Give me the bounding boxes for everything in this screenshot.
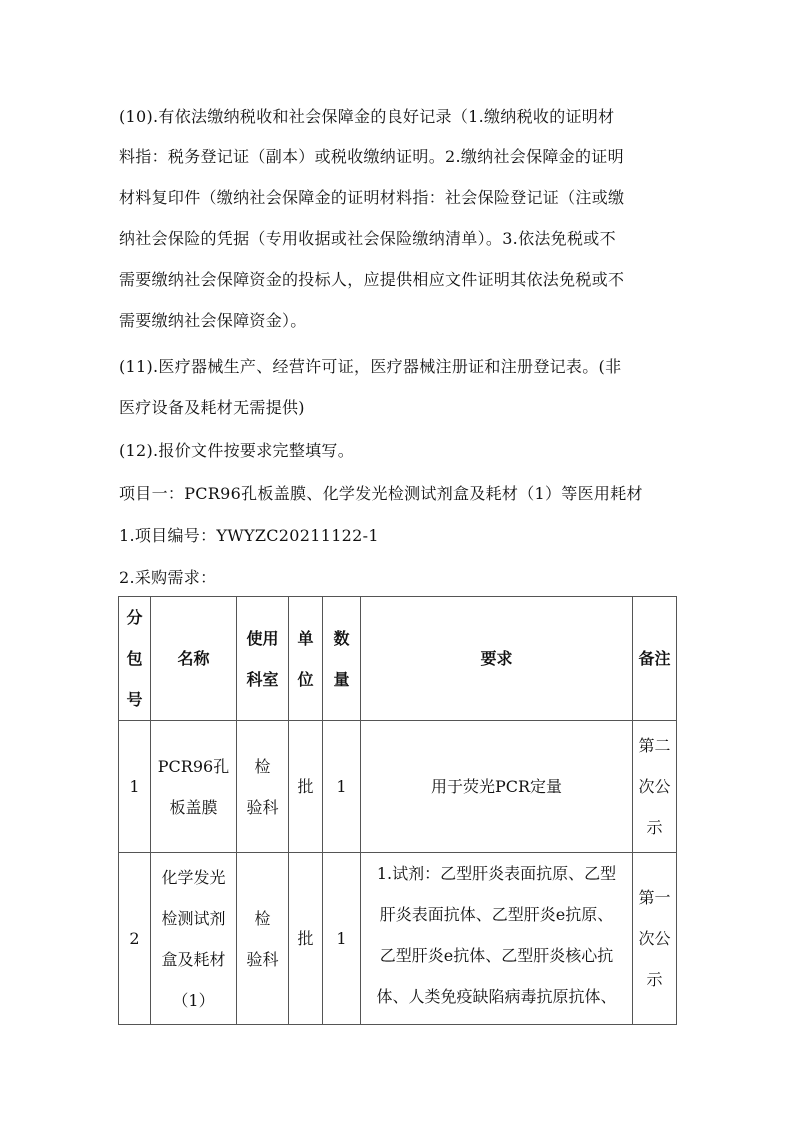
header-note: 备注 [633,597,677,721]
paragraph-line: 需要缴纳社会保障资金的投标人，应提供相应文件证明其依法免税或不 [119,270,625,289]
paragraph-line: 医疗设备及耗材无需提供) [119,398,305,417]
cell-requirement: 1.试剂：乙型肝炎表面抗原、乙型 肝炎表面抗体、乙型肝炎e抗原、 乙型肝炎e抗体、乙型肝炎核心抗 体、人类免疫缺陷病毒抗原抗体、 [361,853,633,1025]
cell-note: 第二 次公 示 [633,721,677,853]
cell-note: 第一 次公 示 [633,853,677,1025]
cell-unit: 批 [289,721,323,853]
header-package: 分 包 号 [119,597,151,721]
requirements-table [118,596,677,1025]
cell-name: 化学发光 检测试剂 盒及耗材 （1） [151,853,237,1025]
cell-dept: 检 验科 [237,853,289,1025]
paragraph-line: (10).有依法缴纳税收和社会保障金的良好记录（1.缴纳税收的证明材 [119,107,615,126]
header-qty: 数 量 [323,597,361,721]
project-title: 项目一：PCR96孔板盖膜、化学发光检测试剂盒及耗材（1）等医用耗材 [119,484,643,503]
cell-package: 1 [119,721,151,853]
paragraph-line: 纳社会保险的凭据（专用收据或社会保险缴纳清单）。3.依法免税或不 [119,229,616,248]
cell-qty: 1 [323,721,361,853]
cell-unit: 批 [289,853,323,1025]
table-row [119,721,677,853]
cell-name: PCR96孔 板盖膜 [151,721,237,853]
header-dept: 使用 科室 [237,597,289,721]
table-row [119,853,677,1025]
paragraph-line: 需要缴纳社会保障资金）。 [119,311,307,330]
header-name: 名称 [151,597,237,721]
cell-requirement: 用于荧光PCR定量 [361,721,633,853]
project-number: 1.项目编号：YWYZC20211122-1 [119,526,379,545]
paragraph-line: (11).医疗器械生产、经营许可证，医疗器械注册证和注册登记表。(非 [119,357,622,376]
cell-dept: 检 验科 [237,721,289,853]
cell-qty: 1 [323,853,361,1025]
header-requirement: 要求 [361,597,633,721]
paragraph-line: 料指：税务登记证（副本）或税收缴纳证明。2.缴纳社会保障金的证明 [119,147,624,166]
paragraph-line: (12).报价文件按要求完整填写。 [119,441,355,460]
paragraph-line: 材料复印件（缴纳社会保障金的证明材料指：社会保险登记证（注或缴 [119,188,625,207]
cell-package: 2 [119,853,151,1025]
header-unit: 单 位 [289,597,323,721]
table-header-row [119,597,677,721]
procurement-heading: 2.采购需求： [119,568,217,587]
